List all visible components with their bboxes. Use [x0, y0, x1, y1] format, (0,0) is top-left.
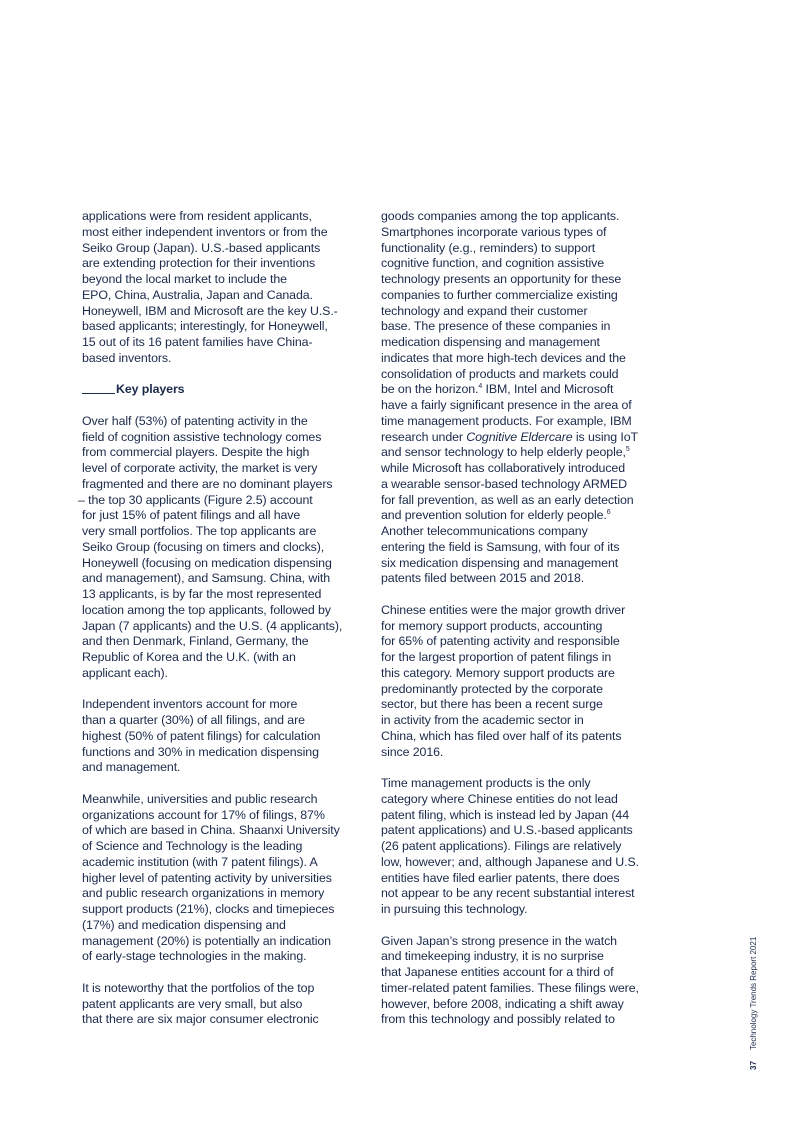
text-line: patent filing, which is instead led by Japan (44	[381, 807, 629, 822]
text-line: Honeywell, IBM and Microsoft are the key U.S.-	[82, 303, 338, 318]
text-line: most either independent inventors or from the	[82, 224, 328, 239]
left-paragraph-2	[78, 413, 372, 682]
footnote-marker-6: 6	[606, 509, 611, 517]
text-line: very small portfolios. The top applicants are	[82, 524, 317, 538]
text-line: beyond the local market to include the	[82, 272, 287, 286]
text-line: support products (21%), clocks and timepieces	[82, 902, 335, 916]
text-line: six medication dispensing and management	[381, 555, 619, 570]
text-line: for the largest proportion of patent filings in	[381, 650, 612, 664]
text-line	[381, 508, 671, 524]
text-segment: be on the horizon.	[381, 382, 479, 397]
right-paragraph-2	[381, 603, 671, 761]
heading-rule	[82, 393, 115, 394]
text-line: based applicants; interestingly, for Honeywell,	[82, 319, 328, 334]
heading-text: Key players	[116, 382, 185, 397]
text-line: and management.	[82, 760, 181, 775]
text-line: (26 patent applications). Filings are relatively	[381, 839, 622, 853]
text-line: since 2016.	[381, 744, 444, 759]
left-paragraph-5	[82, 981, 372, 1028]
text-line: consolidation of products and markets could	[381, 366, 619, 381]
left-paragraph-3	[82, 697, 372, 776]
text-line: of which are based in China. Shaanxi University	[82, 823, 340, 838]
text-line: time management products. For example, IBM	[381, 413, 632, 428]
text-line	[381, 445, 671, 461]
text-line: entering the field is Samsung, with four of its	[381, 539, 620, 554]
text-line: however, before 2008, indicating a shift away	[381, 996, 624, 1011]
text-line: functions and 30% in medication dispensing	[82, 744, 319, 759]
text-line: category where Chinese entities do not lead	[381, 791, 618, 806]
text-line: functionality (e.g., reminders) to support	[381, 240, 596, 255]
text-segment: IBM, Intel and Microsoft	[482, 382, 614, 397]
text-line: Time management products is the only	[381, 776, 591, 790]
text-line: of Science and Technology is the leading	[82, 839, 303, 853]
right-paragraph-3	[381, 776, 671, 918]
text-line: and timekeeping industry, it is no surprise	[381, 949, 604, 964]
text-line: Another telecommunications company	[381, 524, 588, 538]
text-line: field of cognition assistive technology comes	[82, 429, 322, 444]
text-line: organizations account for 17% of filings, 87%	[82, 807, 325, 822]
text-line: higher level of patenting activity by universities	[82, 870, 332, 885]
text-line: highest (50% of patent filings) for calculation	[82, 728, 321, 743]
text-line: predominantly protected by the corporate	[381, 681, 603, 696]
text-line: 13 applicants, is by far the most represented	[82, 587, 322, 601]
left-paragraph-1	[82, 209, 372, 367]
text-line: for 65% of patenting activity and responsible	[381, 634, 620, 649]
text-line: low, however; and, although Japanese and U.S.	[381, 854, 639, 869]
text-line: Seiko Group (Japan). U.S.-based applicants	[82, 240, 321, 255]
text-line: Smartphones incorporate various types of	[381, 224, 607, 239]
text-line: technology presents an opportunity for these	[381, 272, 622, 286]
text-line: that Japanese entities account for a third of	[381, 965, 614, 979]
text-line: patents filed between 2015 and 2018.	[381, 571, 585, 586]
text-line: (17%) and medication dispensing and	[82, 917, 286, 932]
footnote-marker-4: 4	[478, 383, 483, 391]
text-line: from this technology and possibly related to	[381, 1012, 615, 1027]
text-line: not appear to be any recent substantial interest	[381, 886, 635, 901]
text-line: – the top 30 applicants (Figure 2.5) account	[78, 492, 313, 507]
text-line: applications were from resident applicants,	[82, 209, 312, 223]
text-line: a wearable sensor-based technology ARMED	[381, 476, 628, 491]
text-line: Japan (7 applicants) and the U.S. (4 applicants),	[82, 618, 343, 633]
text-segment: research under	[381, 429, 467, 444]
text-line: from commercial players. Despite the high	[82, 445, 310, 460]
text-line: applicant each).	[82, 665, 168, 680]
text-line: patent applicants are very small, but also	[82, 996, 303, 1011]
text-line: companies to further commercialize existing	[381, 287, 618, 302]
text-line: medication dispensing and management	[381, 335, 600, 349]
text-line: in pursuing this technology.	[381, 902, 528, 916]
text-line: Republic of Korea and the U.K. (with an	[82, 650, 296, 664]
text-line: Seiko Group (focusing on timers and clocks),	[82, 539, 325, 554]
right-column	[381, 209, 671, 1044]
page-number: 37	[749, 1061, 758, 1070]
text-line: technology and expand their customer	[381, 303, 588, 318]
text-segment: and sensor technology to help elderly people,	[381, 445, 626, 460]
text-line: Independent inventors account for more	[82, 697, 298, 712]
text-line: EPO, China, Australia, Japan and Canada.	[82, 287, 313, 302]
text-line: of early-stage technologies in the making.	[82, 949, 307, 964]
text-line: and management), and Samsung. China, with	[82, 571, 330, 586]
text-line: goods companies among the top applicants.	[381, 209, 620, 223]
text-line: for fall prevention, as well as an early detection	[381, 492, 634, 507]
text-line: Given Japan’s strong presence in the watch	[381, 933, 617, 948]
text-line: and public research organizations in memory	[82, 886, 325, 901]
text-line: this category. Memory support products are	[381, 665, 615, 680]
text-line: sector, but there has been a recent surge	[381, 697, 603, 712]
text-line: patent applications) and U.S.-based applicants	[381, 823, 633, 838]
text-line: location among the top applicants, followed by	[82, 602, 331, 617]
text-line: Meanwhile, universities and public research	[82, 791, 318, 806]
text-line: based inventors.	[82, 350, 172, 365]
text-line: academic institution (with 7 patent filings). A	[82, 854, 318, 869]
text-line: Honeywell (focusing on medication dispensing	[82, 555, 332, 570]
text-line: cognitive function, and cognition assistive	[381, 256, 604, 271]
text-line: entities have filed earlier patents, there does	[381, 870, 620, 885]
text-line: It is noteworthy that the portfolios of the top	[82, 980, 315, 995]
text-line: level of corporate activity, the market is very	[82, 461, 318, 475]
text-line: management (20%) is potentially an indication	[82, 933, 331, 948]
text-line: base. The presence of these companies in	[381, 319, 611, 334]
text-line: Chinese entities were the major growth driver	[381, 602, 626, 617]
text-line: timer-related patent families. These filings were,	[381, 980, 639, 995]
text-line: than a quarter (30%) of all filings, and are	[82, 713, 305, 727]
text-line: while Microsoft has collaboratively introduced	[381, 461, 626, 475]
footnote-marker-5: 5	[625, 446, 630, 454]
text-line: that there are six major consumer electronic	[82, 1012, 319, 1027]
text-line	[381, 430, 671, 446]
text-line: for just 15% of patent filings and all have	[82, 508, 301, 523]
page-footer	[749, 937, 758, 1070]
text-segment: and prevention solution for elderly people.	[381, 508, 607, 523]
right-paragraph-1	[381, 209, 671, 587]
text-line: indicates that more high-tech devices and the	[381, 350, 626, 365]
italic-term: Cognitive Eldercare	[466, 429, 573, 444]
text-line	[381, 382, 671, 398]
text-line: China, which has filed over half of its patents	[381, 728, 622, 743]
text-line: in activity from the academic sector in	[381, 713, 584, 727]
text-line: and then Denmark, Finland, Germany, the	[82, 634, 309, 649]
text-line: for memory support products, accounting	[381, 618, 603, 633]
text-line: fragmented and there are no dominant players	[82, 476, 333, 491]
left-column	[78, 209, 372, 1044]
text-line: are extending protection for their inventions	[82, 256, 316, 271]
right-paragraph-4	[381, 934, 671, 1029]
text-line: 15 out of its 16 patent families have China-	[82, 335, 313, 349]
text-line: have a fairly significant presence in the area of	[381, 398, 632, 412]
section-heading-key-players	[82, 382, 372, 398]
text-line: Over half (53%) of patenting activity in the	[82, 413, 308, 428]
report-title: Technology Trends Report 2021	[749, 936, 758, 1051]
left-paragraph-4	[82, 792, 372, 965]
text-segment: is using IoT	[572, 429, 639, 444]
